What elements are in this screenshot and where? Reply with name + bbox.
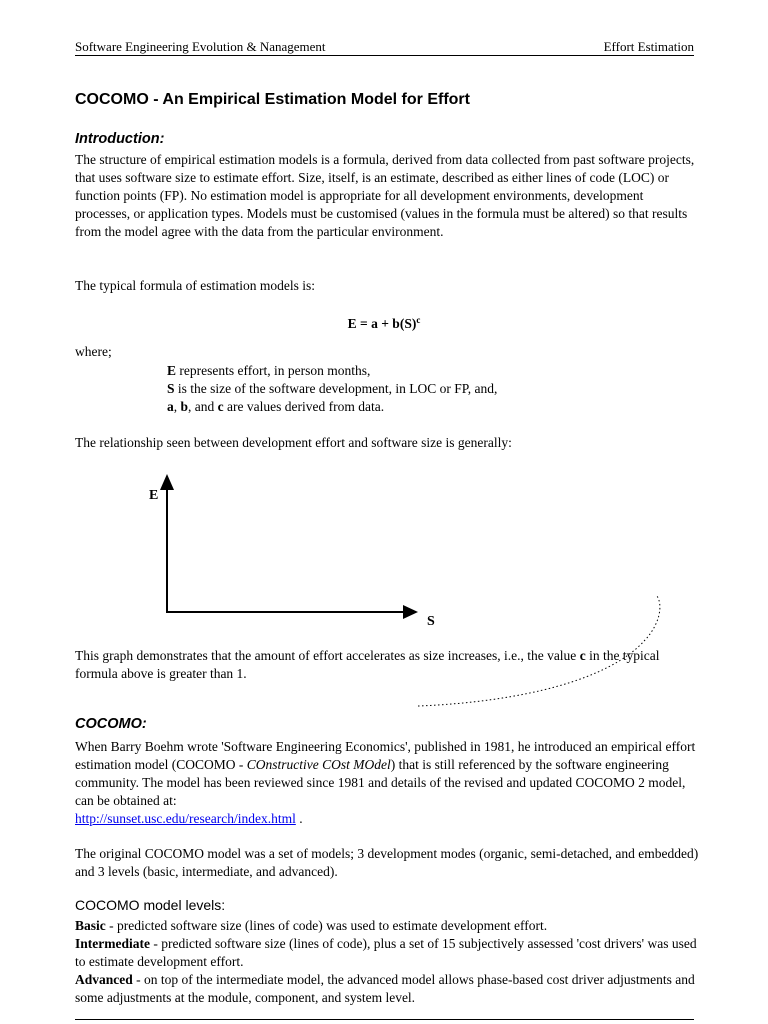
header-topic: Effort Estimation: [603, 39, 694, 54]
level-text: - predicted software size (lines of code) was used to estimate development effort.: [105, 918, 548, 933]
definition-term: c: [217, 399, 224, 414]
graph-note-term: c: [579, 648, 586, 663]
separator: , and: [188, 399, 218, 414]
formula-exponent: c: [416, 315, 421, 325]
graph-note-text-end: in the typical formula above is greater than 1.: [75, 648, 660, 681]
header-course-title: Software Engineering Evolution & Nanagement: [75, 39, 326, 54]
level-text: - on top of the intermediate model, the advanced model allows phase-based cost driver adjustments and some adjustments at the module, component, and system level.: [75, 972, 695, 1005]
relationship-text: The relationship seen between development effort and software size is generally:: [75, 435, 512, 450]
definition-term: S: [167, 381, 175, 396]
definition-text: represents effort, in person months,: [176, 363, 371, 378]
cocomo-text-end: ) that is still referenced by the software engineering community. The model has been reviewed since 1981 and details of the revised and updated COCOMO 2 model, can be obtained at:: [75, 757, 686, 808]
cocomo-text: When Barry Boehm wrote 'Software Engineering Economics', published in 1981, he introduced an empirical effort estimation model (COCOMO -: [75, 739, 696, 772]
levels-list: [75, 917, 700, 1007]
intro-heading: Introduction:: [75, 131, 165, 147]
formula-base: E = a + b(S): [347, 316, 417, 331]
formula-lead: The typical formula of estimation models is:: [75, 278, 315, 293]
footer-rule: [75, 1019, 694, 1020]
x-axis-label: S: [427, 614, 435, 629]
definition-text: are values derived from data.: [223, 399, 385, 414]
separator: ,: [173, 399, 181, 414]
graph-note-text: This graph demonstrates that the amount of effort accelerates as size increases, i.e., the value: [75, 648, 580, 663]
x-axis-arrow-icon: [403, 605, 418, 619]
cocomo-heading: COCOMO:: [75, 716, 147, 732]
levels-heading: COCOMO model levels:: [75, 897, 226, 913]
graph-note: [75, 647, 700, 683]
intro-paragraph: The structure of empirical estimation models is a formula, derived from data collected from past software projects, that uses software size to estimate effort. Size, itself, is an estimate, described as either lines of code (LOC) or function points (FP). No estimation model is appropriate for all development environments, development processes, or application types. Models must be customised (values in the formula must be altered) so that results from the model agree with the data from the particular environment.: [75, 152, 695, 239]
level-term: Basic: [75, 918, 106, 933]
definition-term: b: [180, 399, 189, 414]
cocomo-link[interactable]: http://sunset.usc.edu/research/index.html: [75, 811, 296, 826]
y-axis-label: E: [149, 488, 159, 503]
definition-text: is the size of the software development, in LOC or FP, and,: [174, 381, 498, 396]
level-term: Intermediate: [75, 936, 150, 951]
level-advanced: [75, 971, 700, 1007]
level-text: - predicted software size (lines of code), plus a set of 15 subjectively assessed 'cost drivers' was used to estimate development effort.: [75, 936, 697, 969]
cocomo-paragraph: [75, 738, 700, 828]
definition-term: E: [167, 363, 177, 378]
y-axis-arrow-icon: [160, 474, 174, 490]
level-term: Advanced: [75, 972, 133, 987]
where-label: where;: [75, 344, 112, 359]
page-title: COCOMO - An Empirical Estimation Model for Effort: [75, 91, 470, 108]
level-intermediate: [75, 935, 700, 971]
link-suffix: .: [295, 811, 303, 826]
cocomo-models-paragraph: The original COCOMO model was a set of models; 3 development modes (organic, semi-detached, and embedded) and 3 levels (basic, intermediate, and advanced).: [75, 846, 699, 879]
definition-term: a: [167, 399, 174, 414]
level-basic: [75, 917, 700, 935]
cocomo-acronym-expansion: COnstructive COst MOdel: [246, 757, 391, 772]
